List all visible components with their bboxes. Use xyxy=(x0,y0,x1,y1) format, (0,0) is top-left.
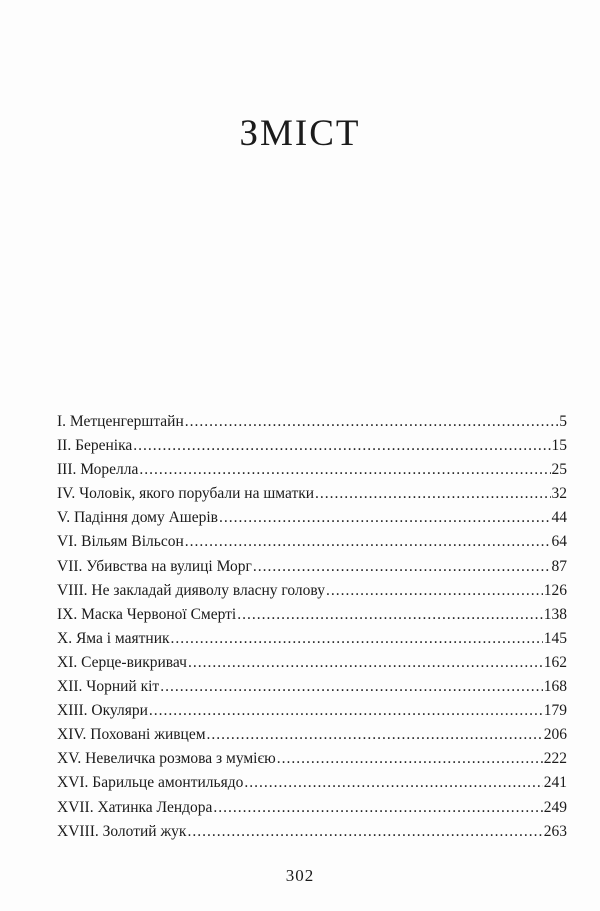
toc-entry-page: 249 xyxy=(543,798,567,816)
toc-leader-dots xyxy=(185,530,551,554)
toc-entry xyxy=(57,603,567,627)
toc-entry-page: 179 xyxy=(543,702,567,720)
toc-leader-dots xyxy=(237,603,543,627)
toc-entry-title: XVIII. Золотий жук xyxy=(57,822,187,840)
toc-entry-title: X. Яма і маятник xyxy=(57,629,170,647)
toc-leader-dots xyxy=(185,410,558,434)
toc-entry xyxy=(57,820,567,844)
toc-entry-page: 32 xyxy=(551,485,567,503)
toc-leader-dots xyxy=(188,651,543,675)
toc-entry xyxy=(57,530,567,554)
toc-entry-page: 206 xyxy=(543,726,567,744)
toc-entry-page: 87 xyxy=(551,557,567,575)
toc-leader-dots xyxy=(277,747,543,771)
toc-entry-page: 222 xyxy=(543,750,567,768)
toc-entry xyxy=(57,458,567,482)
toc-entry-title: XI. Серце-викривач xyxy=(57,653,187,671)
toc-leader-dots xyxy=(139,458,550,482)
toc-entry xyxy=(57,506,567,530)
toc-entry-title: XVI. Барильце амонтильядо xyxy=(57,774,244,792)
toc-leader-dots xyxy=(149,699,543,723)
toc-entry-page: 145 xyxy=(543,629,567,647)
toc-leader-dots xyxy=(160,675,543,699)
toc-entry-title: III. Морелла xyxy=(57,461,139,479)
toc-entry xyxy=(57,699,567,723)
toc-entry xyxy=(57,675,567,699)
toc-leader-dots xyxy=(171,627,543,651)
page-title: ЗМІСТ xyxy=(239,113,361,154)
toc-leader-dots xyxy=(207,723,543,747)
toc-entry xyxy=(57,723,567,747)
toc-entry xyxy=(57,796,567,820)
toc-entry xyxy=(57,434,567,458)
toc-entry xyxy=(57,555,567,579)
toc-leader-dots xyxy=(213,796,542,820)
toc-entry-title: II. Береніка xyxy=(57,437,133,455)
toc-entry xyxy=(57,627,567,651)
toc-entry xyxy=(57,771,567,795)
toc-entry-title: VIII. Не закладай дияволу власну голову xyxy=(57,581,325,599)
toc-entry xyxy=(57,747,567,771)
toc-leader-dots xyxy=(187,820,542,844)
toc-entry-page: 25 xyxy=(551,461,567,479)
toc-entry-title: XVII. Хатинка Лендора xyxy=(57,798,213,816)
toc-entry-title: XIV. Поховані живцем xyxy=(57,726,206,744)
toc-entry xyxy=(57,410,567,434)
toc-entry-page: 15 xyxy=(551,437,567,455)
table-of-contents xyxy=(57,410,567,844)
toc-leader-dots xyxy=(219,506,551,530)
page-number: 302 xyxy=(285,866,315,885)
toc-entry xyxy=(57,579,567,603)
toc-entry-title: IX. Маска Червоної Смерті xyxy=(57,605,237,623)
toc-leader-dots xyxy=(326,579,543,603)
toc-entry-page: 263 xyxy=(543,822,567,840)
toc-leader-dots xyxy=(133,434,550,458)
toc-leader-dots xyxy=(244,771,542,795)
toc-entry-page: 126 xyxy=(543,581,567,599)
toc-entry-title: IV. Чоловік, якого порубали на шматки xyxy=(57,485,315,503)
toc-entry xyxy=(57,651,567,675)
toc-entry-title: I. Метценгерштайн xyxy=(57,413,184,430)
toc-entry-title: XV. Невеличка розмова з мумією xyxy=(57,750,276,768)
toc-entry-title: VII. Убивства на вулиці Морг xyxy=(57,557,252,575)
toc-entry xyxy=(57,482,567,506)
toc-entry-title: XIII. Окуляри xyxy=(57,702,148,720)
toc-entry-page: 168 xyxy=(543,678,567,696)
toc-leader-dots xyxy=(253,555,551,579)
toc-leader-dots xyxy=(315,482,550,506)
toc-entry-title: VI. Вільям Вільсон xyxy=(57,533,184,551)
toc-entry-page: 64 xyxy=(551,533,567,551)
toc-entry-title: XII. Чорний кіт xyxy=(57,678,160,696)
toc-entry-page: 162 xyxy=(543,653,567,671)
toc-entry-page: 241 xyxy=(543,774,567,792)
toc-entry-page: 5 xyxy=(559,413,567,430)
toc-entry-title: V. Падіння дому Ашерів xyxy=(57,509,218,527)
toc-entry-page: 44 xyxy=(551,509,567,527)
toc-entry-page: 138 xyxy=(543,605,567,623)
